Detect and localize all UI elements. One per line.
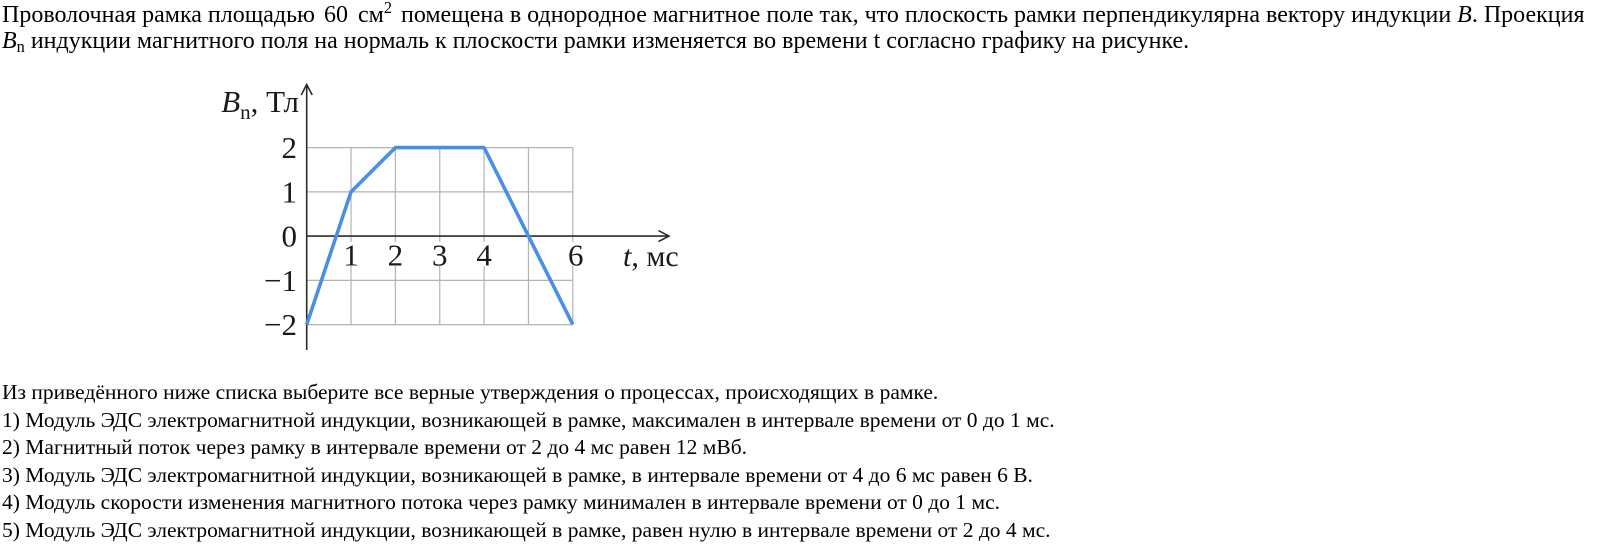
problem-statement-line-1 bbox=[2, 2, 1601, 28]
svg-text:2: 2 bbox=[282, 130, 298, 165]
svg-text:1: 1 bbox=[343, 238, 359, 273]
y-axis-subscript: n bbox=[240, 100, 251, 124]
statement-text: . Проекция bbox=[1472, 2, 1585, 28]
bn-vs-time-figure bbox=[180, 70, 700, 370]
svg-text:6: 6 bbox=[568, 238, 584, 273]
question-intro: Из приведённого ниже списка выберите все верные утверждения о процессах, происходящих в рамке. bbox=[2, 379, 1601, 407]
problem-statement bbox=[2, 2, 1601, 54]
option-4: 4) Модуль скорости изменения магнитного потока через рамку минимален в интервале времени от 0 до 1 мс. bbox=[2, 489, 1601, 517]
option-3: 3) Модуль ЭДС электромагнитной индукции, возникающей в рамке, в интервале времени от 4 до 6 мс равен 6 В. bbox=[2, 462, 1601, 490]
svg-text:3: 3 bbox=[432, 238, 448, 273]
x-axis-label bbox=[623, 240, 679, 273]
x-axis-symbol: t bbox=[623, 240, 632, 273]
problem-statement-line-2 bbox=[2, 28, 1601, 54]
area-formula bbox=[324, 2, 392, 28]
svg-text:0: 0 bbox=[282, 219, 298, 254]
area-value: 60 bbox=[324, 2, 348, 28]
statement-text: индукции магнитного поля на нормаль к плоскости рамки изменяется во времени t согласно графику на рисунке. bbox=[31, 28, 1189, 54]
area-unit: см bbox=[358, 2, 384, 28]
x-axis-unit: , мс bbox=[631, 240, 678, 273]
chart-axes bbox=[301, 85, 669, 351]
svg-text:4: 4 bbox=[476, 238, 492, 273]
b-symbol: B bbox=[1457, 2, 1472, 28]
y-axis-label bbox=[221, 84, 299, 124]
option-2: 2) Магнитный поток через рамку в интервале времени от 2 до 4 мс равен 12 мВб. bbox=[2, 434, 1601, 462]
statement-text: помещена в однородное магнитное поле так, что плоскость рамки перпендикулярна вектору индукции bbox=[401, 2, 1451, 28]
bn-subscript: n bbox=[17, 37, 25, 56]
svg-text:−1: −1 bbox=[264, 263, 297, 298]
option-5: 5) Модуль ЭДС электромагнитной индукции, возникающей в рамке, равен нулю в интервале времени от 2 до 4 мс. bbox=[2, 517, 1601, 544]
y-axis-symbol: B bbox=[221, 84, 240, 119]
svg-text:−2: −2 bbox=[264, 307, 297, 342]
option-1: 1) Модуль ЭДС электромагнитной индукции, возникающей в рамке, максимален в интервале времени от 0 до 1 мс. bbox=[2, 407, 1601, 435]
svg-text:1: 1 bbox=[282, 174, 298, 209]
area-exponent: 2 bbox=[384, 0, 392, 17]
statement-text: Проволочная рамка площадью bbox=[2, 2, 315, 28]
chart-svg bbox=[180, 70, 700, 370]
y-axis-unit: , Тл bbox=[251, 84, 299, 119]
svg-text:2: 2 bbox=[388, 238, 404, 273]
question-block bbox=[2, 379, 1601, 544]
bn-symbol: B bbox=[2, 28, 17, 54]
